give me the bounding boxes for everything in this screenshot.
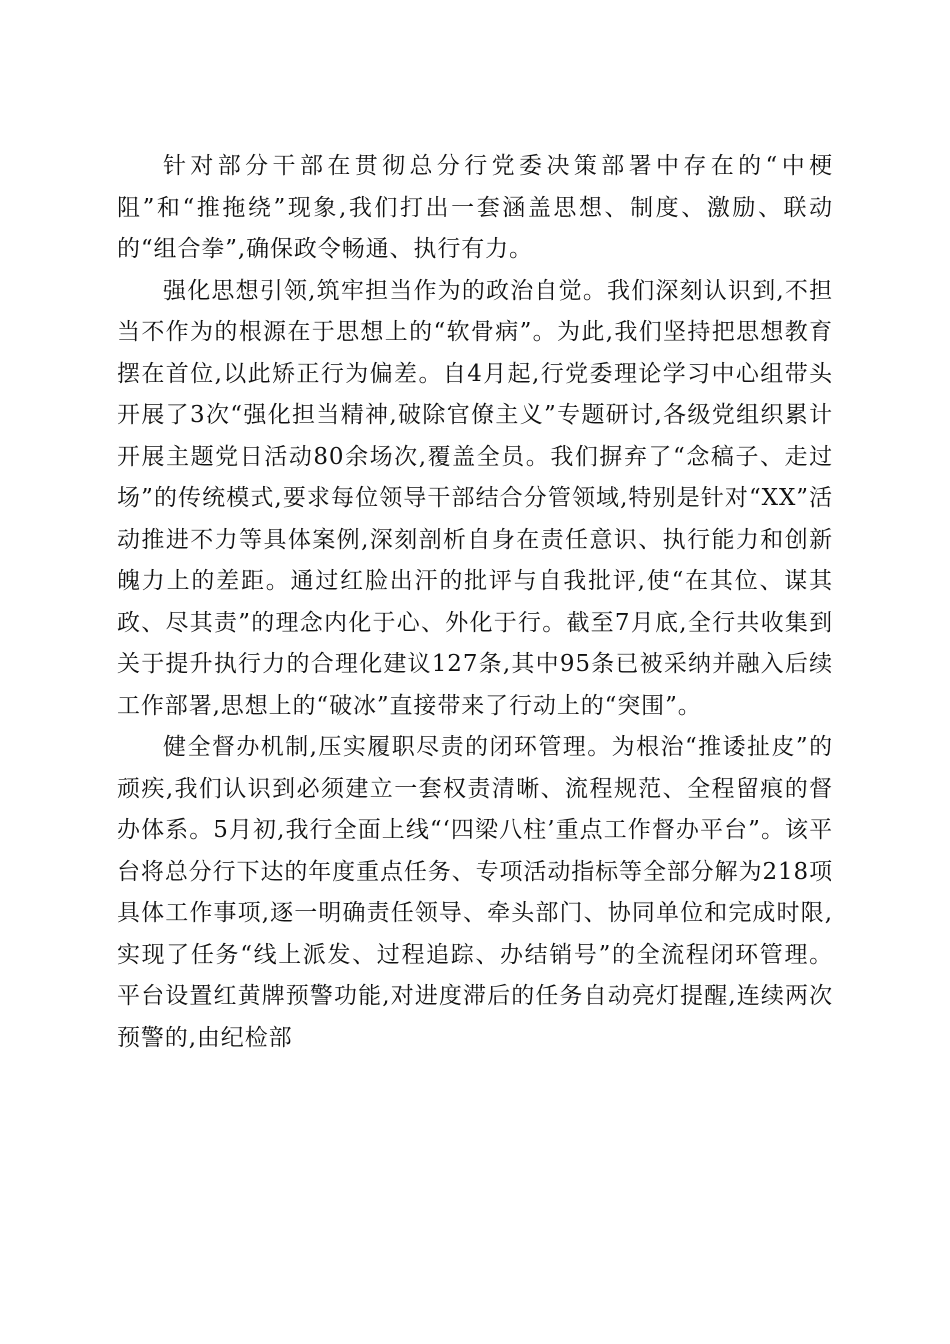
paragraph-supervision-mechanism: 健全督办机制,压实履职尽责的闭环管理。为根治“推诿扯皮”的顽疾,我们认识到必须建立一套权责清晰、流程规范、全程留痕的督办体系。5月初,我行全面上线“‘四梁八柱’重点工作督办平台”。该平台将总分行下达的年度重点任务、专项活动指标等全部分解为218项具体工作事项,逐一明确责任领导、牵头部门、协同单位和完成时限,实现了任务“线上派发、过程追踪、办结销号”的全流程闭环管理。平台设置红黄牌预警功能,对进度滞后的任务自动亮灯提醒,连续两次预警的,由纪检部 <box>117 734 833 1051</box>
paragraph-intro: 针对部分干部在贯彻总分行党委决策部署中存在的“中梗阻”和“推拖绕”现象,我们打出一套涵盖思想、制度、激励、联动的“组合拳”,确保政令畅通、执行有力。 <box>117 153 833 262</box>
document-page <box>117 146 833 1059</box>
paragraph-thought-guidance: 强化思想引领,筑牢担当作为的政治自觉。我们深刻认识到,不担当不作为的根源在于思想上的“软骨病”。为此,我们坚持把思想教育摆在首位,以此矫正行为偏差。自4月起,行党委理论学习中心组带头开展了3次“强化担当精神,破除官僚主义”专题研讨,各级党组织累计开展主题党日活动80余场次,覆盖全员。我们摒弃了“念稿子、走过场”的传统模式,要求每位领导干部结合分管领域,特别是针对“XX”活动推进不力等具体案例,深刻剖析自身在责任意识、执行能力和创新魄力上的差距。通过红脸出汗的批评与自我批评,使“在其位、谋其政、尽其责”的理念内化于心、外化于行。截至7月底,全行共收集到关于提升执行力的合理化建议127条,其中95条已被采纳并融入后续工作部署,思想上的“破冰”直接带来了行动上的“突围”。 <box>117 277 833 719</box>
